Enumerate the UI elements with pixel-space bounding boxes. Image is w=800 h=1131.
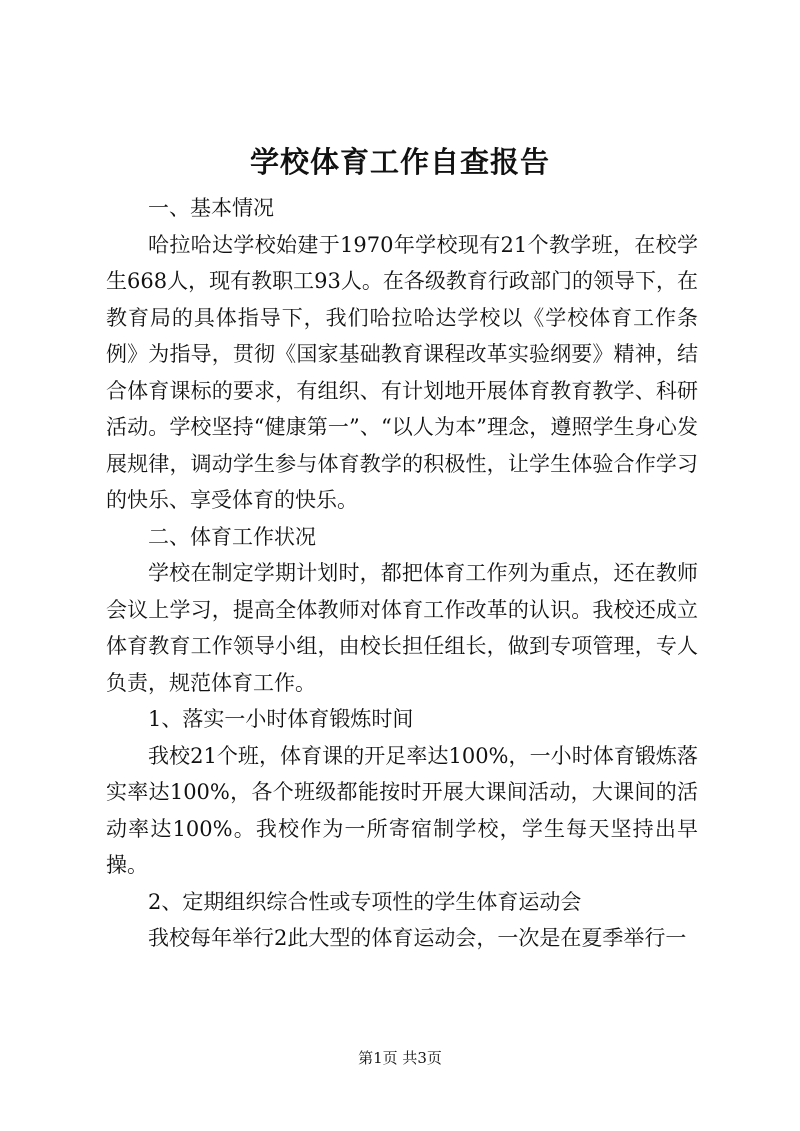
section-heading-work-status: 二、体育工作状况 [148,524,316,549]
paragraph-work-status: 学校在制定学期计划时，都把体育工作列为重点，还在教师会议上学习，提高全体教师对体育工作改革的认识。我校还成立体育教育工作领导小组，由校长担任组长，做到专项管理，专人负责，规范体育工作。 [106,561,698,695]
paragraph-exercise-time: 我校21个班，体育课的开足率达100%，一小时体育锻炼落实率达100%，各个班级都能按时开展大课间活动，大课间的活动率达100%。我校作为一所寄宿制学校，学生每天坚持出早操。 [106,743,698,877]
document-title: 学校体育工作自查报告 [249,145,550,179]
subheading-exercise-time: 1、落实一小时体育锻炼时间 [148,707,414,731]
section-heading-basic-info: 一、基本情况 [148,196,274,220]
document-body [106,190,698,957]
paragraph-sports-meet: 我校每年举行2此大型的体育运动会，一次是在夏季举行一 [148,926,687,950]
paragraph-basic-info: 哈拉哈达学校始建于1970年学校现有21个教学班，在校学生668人，现有教职工93人。在各级教育行政部门的领导下，在教育局的具体指导下，我们哈拉哈达学校以《学校体育工作条例》为指导，贯彻《国家基础教育课程改革实验纲要》精神，结合体育课标的要求，有组织、有计划地开展体育教育教学、科研活动。学校坚持“健康第一”、“以人为本”理念，遵照学生身心发展规律，调动学生参与体育教学的积极性，让学生体验合作学习的快乐、享受体育的快乐。 [106,232,698,512]
subheading-sports-meet: 2、定期组织综合性或专项性的学生体育运动会 [148,889,582,914]
page-footer: 第1页 共3页 [358,1049,442,1067]
